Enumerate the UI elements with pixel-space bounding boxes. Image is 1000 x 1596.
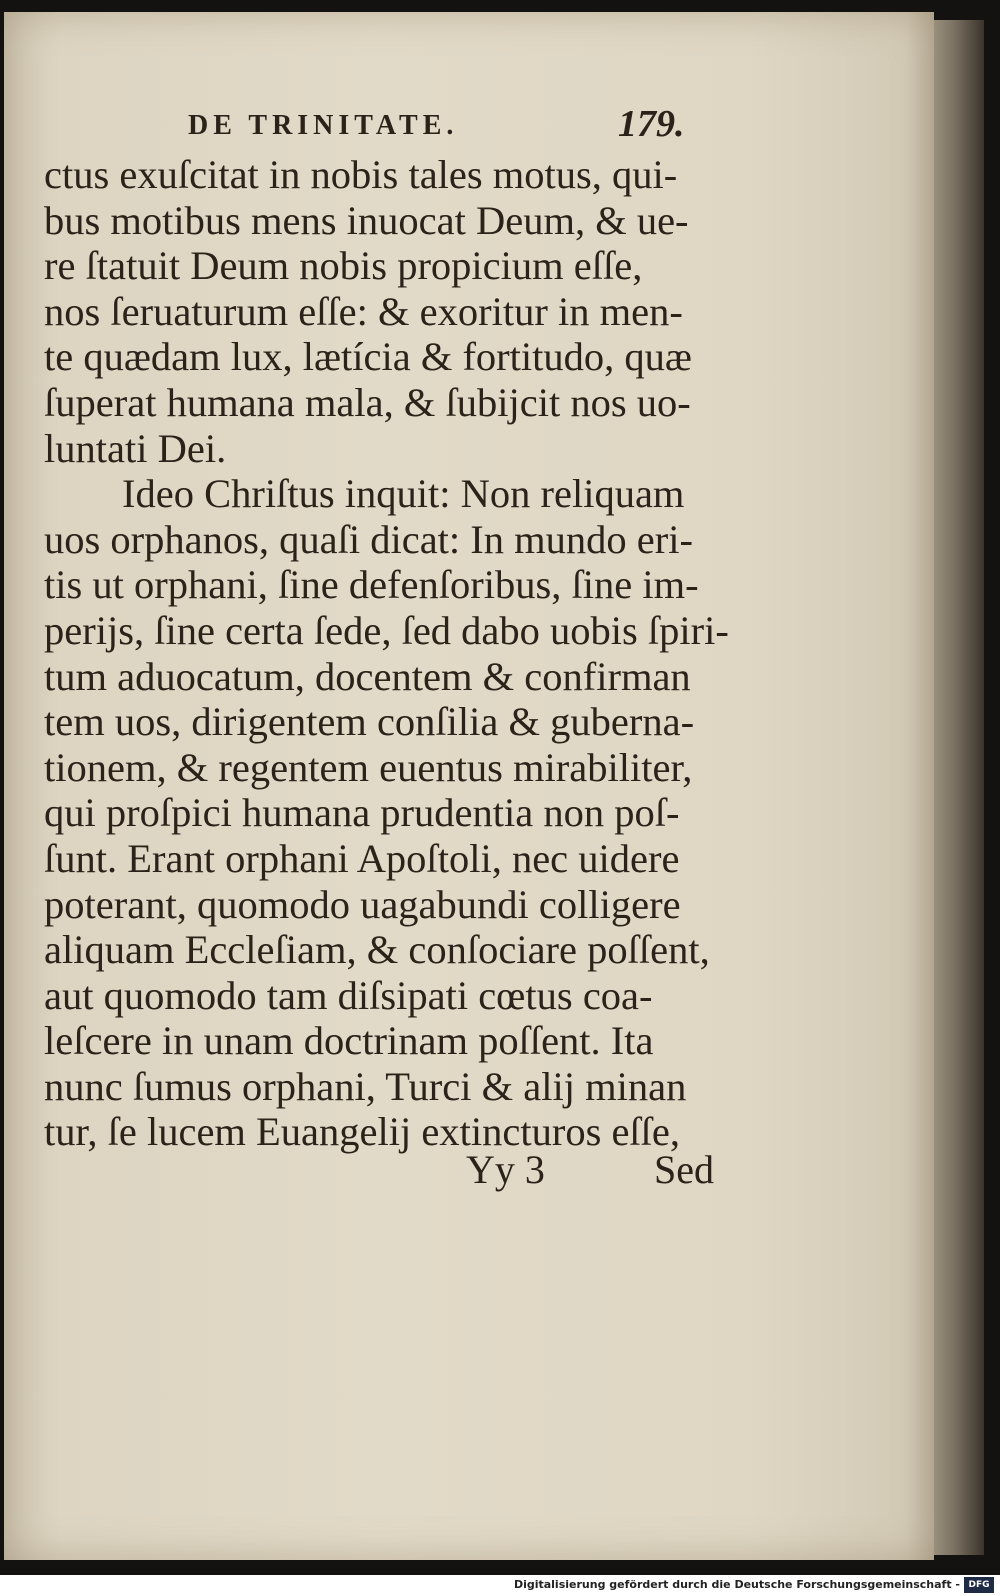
- running-head: [188, 103, 708, 150]
- running-title: DE TRINITATE.: [188, 110, 459, 141]
- text-line: re ſtatuit Deum nobis propicium eſſe,: [44, 243, 643, 289]
- text-line: tem uos, dirigentem conſilia & guberna-: [44, 699, 695, 745]
- book-page: [4, 12, 934, 1560]
- text-line: perijs, ſine certa ſede, ſed dabo uobis ſpiri-: [44, 607, 729, 653]
- text-line: tum aduocatum, docentem & confirman: [44, 653, 691, 699]
- catch-row: [466, 1146, 746, 1196]
- text-line: luntati Dei.: [44, 425, 227, 471]
- paragraph-first-line: Ideo Chriſtus inquit: Non reliquam: [122, 471, 685, 517]
- signature-mark: Yy 3: [466, 1147, 545, 1192]
- funding-credit: Digitalisierung gefördert durch die Deutsche Forschungsgemeinschaft -: [513, 1578, 960, 1591]
- text-line: nos ſeruaturum eſſe: & exoritur in men-: [44, 288, 683, 334]
- footer-bar: [0, 1575, 1000, 1596]
- text-line: tur, ſe lucem Euangelij extincturos eſſe,: [44, 1109, 681, 1155]
- text-line: ſuperat humana mala, & ſubijcit nos uo-: [44, 379, 691, 425]
- text-line: ſunt. Erant orphani Apoſtoli, nec uidere: [44, 835, 680, 881]
- body-text: [44, 152, 729, 1155]
- text-line: te quædam lux, lætícia & fortitudo, quæ: [44, 334, 692, 380]
- text-line: qui proſpici humana prudentia non poſ-: [44, 790, 680, 836]
- text-line: aliquam Eccleſiam, & conſociare poſſent,: [44, 927, 710, 973]
- text-line: aut quomodo tam diſsipati cœtus coa-: [44, 972, 653, 1018]
- text-line: bus motibus mens inuocat Deum, & ue-: [44, 197, 689, 243]
- text-line: ctus exuſcitat in nobis tales motus, qui-: [44, 152, 678, 197]
- text-line: tis ut orphani, ſine defenſoribus, ſine im-: [44, 562, 699, 608]
- text-line: nunc ſumus orphani, Turci & alij minan: [44, 1063, 687, 1109]
- catchword: Sed: [654, 1147, 714, 1192]
- dfg-logo: DFG: [964, 1577, 994, 1593]
- page-edge: [934, 20, 984, 1555]
- text-line: leſcere in unam doctrinam poſſent. Ita: [44, 1018, 654, 1064]
- text-line: poterant, quomodo uagabundi colligere: [44, 881, 681, 927]
- page-number: 179.: [618, 103, 685, 145]
- text-line: tionem, & regentem euentus mirabiliter,: [44, 744, 693, 790]
- text-line: uos orphanos, quaſi dicat: In mundo eri-: [44, 516, 693, 562]
